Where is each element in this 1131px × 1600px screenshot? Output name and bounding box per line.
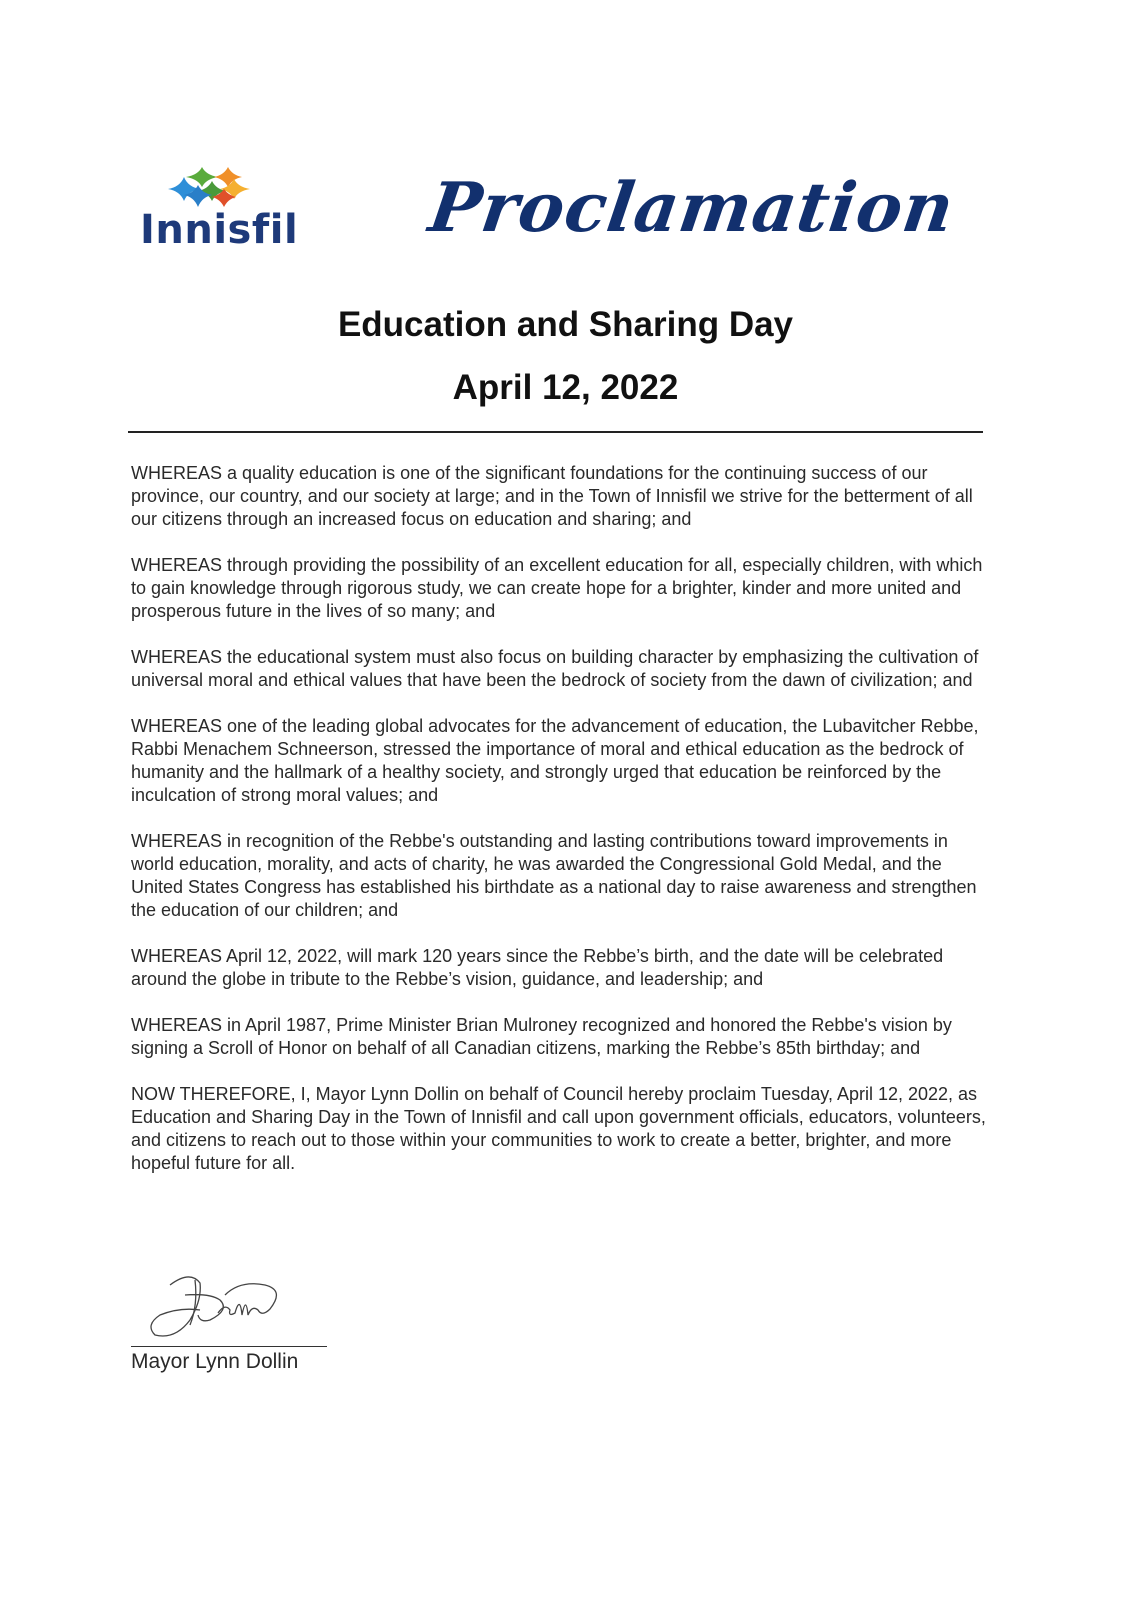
whereas-paragraph: WHEREAS a quality education is one of the significant foundations for the continuing success of our province, our country, and our society at large; and in the Town of Innisfil we strive for the betterment of all our citizens through an increased focus on education and sharing; and xyxy=(131,463,973,529)
innisfil-star-icon xyxy=(158,165,258,209)
whereas-paragraph: WHEREAS April 12, 2022, will mark 120 years since the Rebbe’s birth, and the date will be celebrated around the globe in tribute to the Rebbe’s vision, guidance, and leadership; and xyxy=(131,946,944,989)
logo-text: Innisfil xyxy=(140,207,299,253)
innisfil-logo xyxy=(140,165,299,255)
whereas-paragraph: WHEREAS the educational system must also focus on building character by emphasizing the cultivation of universal moral and ethical values that have been the bedrock of society from the dawn of civilization; and xyxy=(131,647,979,690)
event-title: Education and Sharing Day xyxy=(337,305,794,344)
signature xyxy=(140,1265,300,1345)
proclamation-body xyxy=(131,462,991,1198)
divider xyxy=(128,431,983,433)
proclamation-title: Proclamation xyxy=(424,168,960,248)
signatory-name: Mayor Lynn Dollin xyxy=(131,1350,299,1373)
event-date: April 12, 2022 xyxy=(452,368,679,407)
now-therefore-paragraph: NOW THEREFORE, I, Mayor Lynn Dollin on behalf of Council hereby proclaim Tuesday, April 12, 2022, as Education and Sharing Day in the Town of Innisfil and call upon government officials, educators, volunteers, and citizens to reach out to those within your communities to work to create a better, brighter, and more hopeful future for all. xyxy=(131,1084,986,1173)
whereas-paragraph: WHEREAS through providing the possibility of an excellent education for all, especially children, with which to gain knowledge through rigorous study, we can create hope for a brighter, kinder and more united and prosperous future in the lives of so many; and xyxy=(131,555,983,621)
whereas-paragraph: WHEREAS one of the leading global advocates for the advancement of education, the Lubavitcher Rebbe, Rabbi Menachem Schneerson, stressed the importance of moral and ethical education as the bedrock of humanity and the hallmark of a healthy society, and strongly urged that education be reinforced by the inculcation of strong moral values; and xyxy=(131,716,979,805)
whereas-paragraph: WHEREAS in April 1987, Prime Minister Brian Mulroney recognized and honored the Rebbe's vision by signing a Scroll of Honor on behalf of all Canadian citizens, marking the Rebbe’s 85th birthday; and xyxy=(131,1015,952,1058)
signature-line xyxy=(131,1346,327,1347)
whereas-paragraph: WHEREAS in recognition of the Rebbe's outstanding and lasting contributions toward improvements in world education, morality, and acts of charity, he was awarded the Congressional Gold Medal, and the United States Congress has established his birthdate as a national day to raise awareness and strengthen the education of our children; and xyxy=(131,831,977,920)
